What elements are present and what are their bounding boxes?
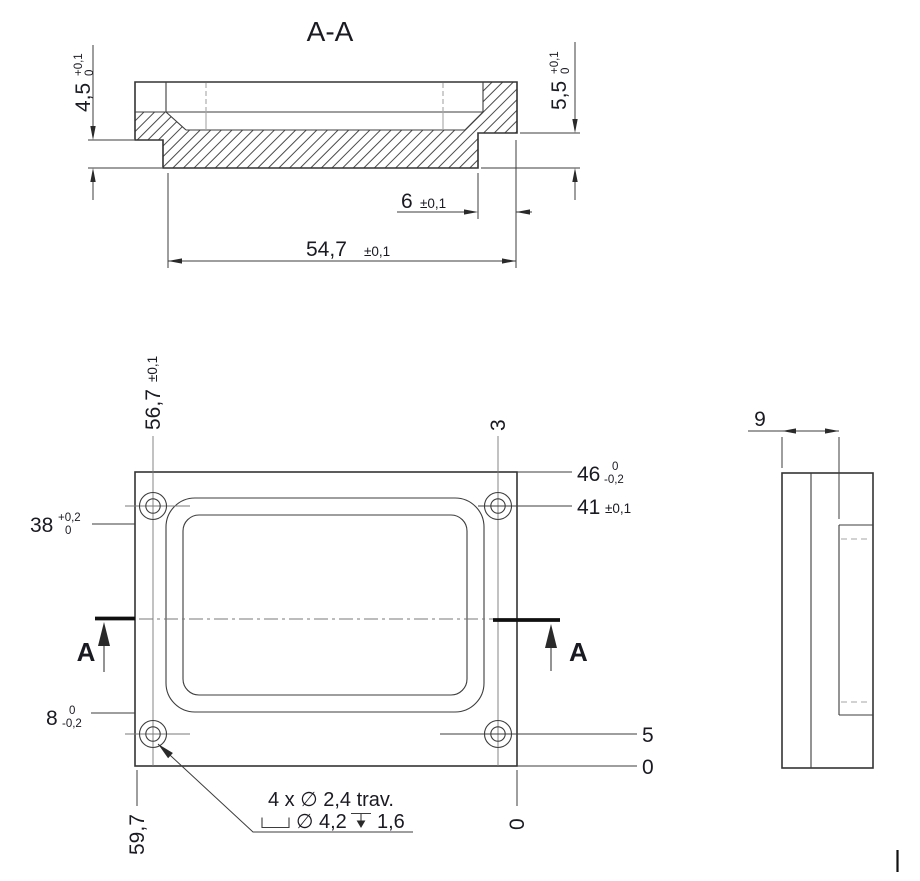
dim-depth-right-tol-lower: 0 [560,67,572,74]
ordinate-leaders [91,472,637,806]
ordinate-left-edge: 59,7 [126,814,149,855]
ordinate-height-tol-upper: 0 [612,461,619,473]
ordinate-pocket-bottom-tol-lower: -0,2 [62,718,82,730]
section-pocket-edges [135,82,483,130]
hole-note-line1: 4 x ∅ 2,4 trav. [268,789,394,811]
ordinate-hole-top: 41 [577,496,601,519]
ordinate-pocket-bottom-tol-upper: 0 [69,705,76,717]
section-title: A-A [306,16,354,47]
dim-depth-left-tol-upper: +0,1 [73,53,85,76]
dim-step-tol: ±0,1 [420,196,447,211]
dim-depth-right-tol-upper: +0,1 [549,51,561,74]
side-part-outline [782,473,873,768]
ordinate-hole-left-x: 56,7 [142,389,165,430]
hole-note-depth-value: 1,6 [377,811,405,833]
mounting-holes [140,493,512,748]
dim-thickness [748,408,839,519]
ordinate-hole-right-x: 3 [487,419,510,431]
dim-depth-right-value: 5,5 [548,80,571,110]
ordinate-zero-bottom: 0 [506,818,529,830]
ordinate-height-tol-lower: -0,2 [604,474,624,486]
ordinate-hole-bottom: 5 [642,724,654,747]
ordinate-pocket-top-tol-lower: 0 [65,525,72,537]
ordinate-pocket-top-tol-upper: +0,2 [58,512,81,524]
ordinate-hole-top-tol: ±0,1 [605,501,632,516]
section-cut-marker-left [77,619,135,673]
pocket-chamfer-edge [183,515,467,695]
ordinate-zero-right: 0 [642,756,654,779]
dim-width-value: 54,7 [306,238,347,261]
pocket-outer-edge [166,498,484,712]
section-letter-left: A [76,637,96,667]
section-hidden-lines [206,83,443,130]
ordinate-pocket-bottom: 8 [46,707,58,730]
hole-note [158,744,413,833]
dim-width-tol: ±0,1 [364,244,391,259]
section-cut-marker-right [493,620,588,671]
counterbore-icon [262,818,289,828]
ordinate-height: 46 [577,463,601,486]
side-step-edges [839,525,873,715]
ordinate-pocket-top: 38 [30,514,54,537]
side-hidden-lines [841,539,870,702]
dim-step-value: 6 [401,190,413,213]
section-letter-right: A [569,637,588,667]
side-view [748,408,873,768]
section-hatch-area [135,82,517,168]
dim-thickness-value: 9 [754,408,766,431]
ordinate-hole-left-x-tol: ±0,1 [145,355,160,382]
dim-depth-left-tol-lower: 0 [84,69,96,76]
plan-centerlines [125,436,637,766]
hole-note-counterbore-dia: ∅ 4,2 [296,811,347,833]
dim-width [168,173,516,268]
dim-depth-left-value: 4,5 [72,82,95,112]
depth-icon [351,814,371,829]
section-view [72,16,580,268]
plan-view [30,356,654,855]
